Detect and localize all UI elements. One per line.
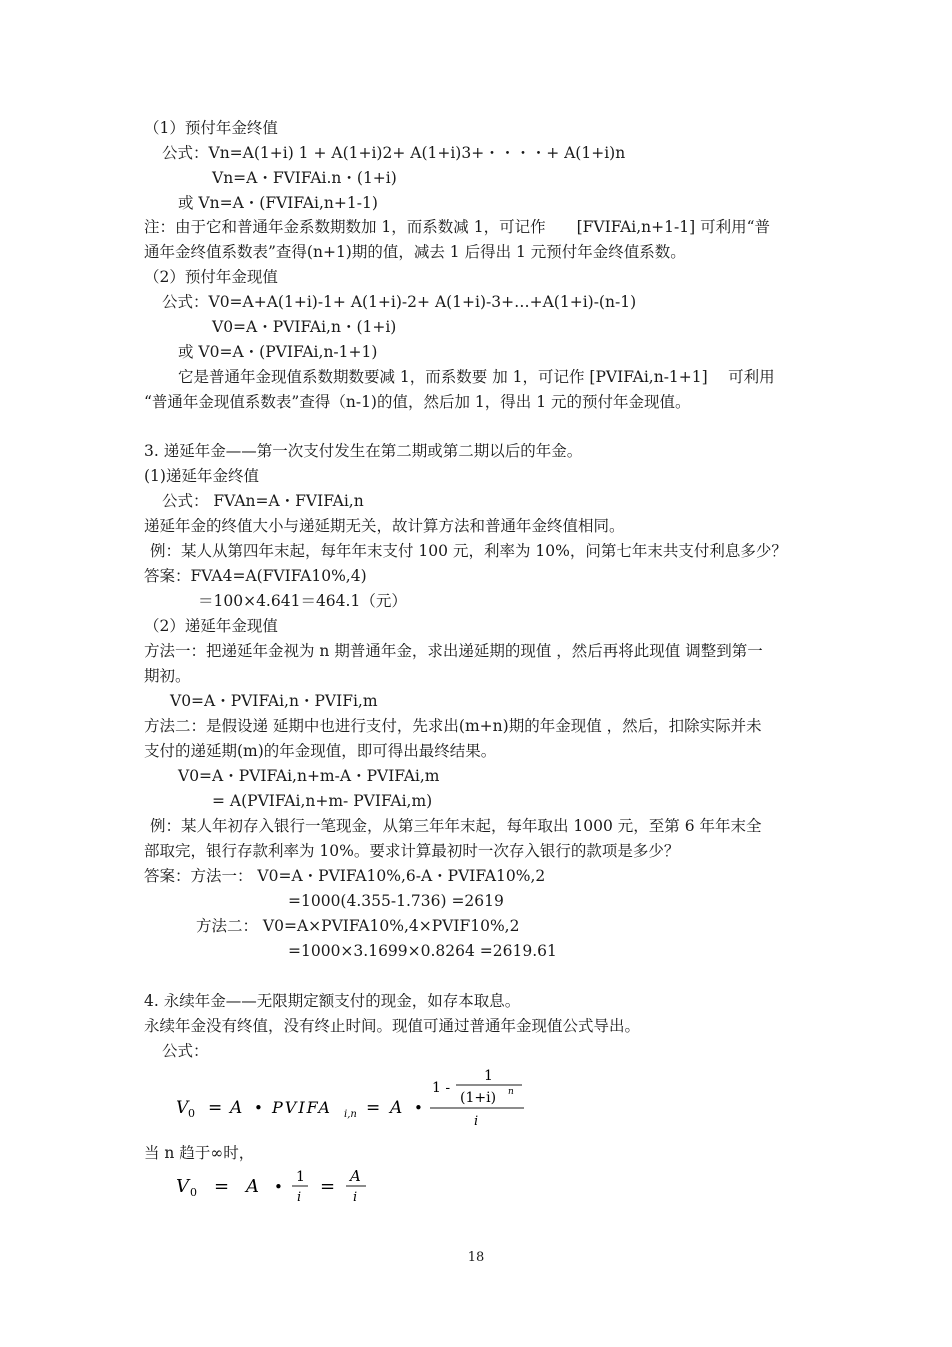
formula-symbol: A [230, 1098, 243, 1118]
answer-line: 方法二： V0=A×PVIFA10%,4×PVIF10%,2 [196, 917, 520, 935]
answer-line: 答案：FVA4=A(FVIFA10%,4) [144, 567, 367, 585]
example-line: 例：某人年初存入银行一笔现金，从第三年年末起，每年取出 1000 元，至第 6 年年末全 [150, 817, 762, 835]
formula-line: V0=A・PVIFAi,n+m-A・PVIFAi,m [178, 767, 440, 785]
formula-line: 公式：Vn=A(1+i) 1 + A(1+i)2+ A(1+i)3+・・・・+ A(1+i)n [162, 144, 626, 162]
answer-line: =1000×3.1699×0.8264 =2619.61 [288, 942, 557, 960]
formula-symbol: • [274, 1178, 283, 1196]
formula-line: 或 V0=A・(PVIFAi,n-1+1) [178, 343, 378, 361]
formula-symbol: (1+i) [460, 1090, 497, 1106]
paragraph-line: 当 n 趋于∞时， [144, 1144, 255, 1162]
formula-line: Vn=A・FVIFAi.n・(1+i) [212, 169, 397, 187]
formula-symbol: = [214, 1176, 230, 1197]
formula-symbol: • [414, 1099, 423, 1117]
formula-subscript: 0 [190, 1186, 197, 1199]
formula-symbol: A [390, 1098, 403, 1118]
formula-symbol: V [176, 1098, 189, 1118]
note-line: 注：由于它和普通年金系数期数加 1，而系数减 1，可记作 [FVIFAi,n+1-1] 可利用“普 [144, 218, 771, 236]
heading-prepaid-annuity-fv: （1）预付年金终值 [144, 119, 278, 137]
formula-symbol: A [350, 1167, 361, 1185]
formula-superscript: n [508, 1087, 514, 1097]
formula-subscript: 0 [188, 1107, 195, 1120]
formula-line: V0=A・PVIFAi,n・(1+i) [212, 318, 397, 336]
section-heading-perpetuity: 4. 永续年金——无限期定额支付的现金，如存本取息。 [144, 992, 521, 1010]
answer-line: 答案：方法一： V0=A・PVIFA10%,6-A・PVIFA10%,2 [144, 867, 546, 885]
note-line: 通年金终值系数表”查得(n+1)期的值，减去 1 后得出 1 元预付年金终值系数。 [144, 243, 686, 261]
formula-symbol: 1 [484, 1068, 493, 1084]
formula-symbol: = [320, 1176, 336, 1197]
answer-line: =1000(4.355-1.736) =2619 [288, 892, 504, 910]
formula-symbol: PVIFA [272, 1098, 332, 1117]
formula-symbol: 1 - [432, 1080, 451, 1096]
paragraph-line: “普通年金现值系数表”查得（n-1)的值，然后加 1，得出 1 元的预付年金现值。 [144, 393, 691, 411]
formula-line: = A(PVIFAi,n+m- PVIFAi,m) [212, 792, 433, 810]
paragraph-line: 支付的递延期(m)的年金现值，即可得出最终结果。 [144, 742, 497, 760]
formula-symbol: = [366, 1098, 381, 1118]
formula-symbol: 1 [296, 1169, 305, 1185]
example-line: 例：某人从第四年末起，每年年末支付 100 元，利率为 10%，问第七年末共支付利息多少？ [150, 542, 787, 560]
perpetuity-pv-formula [170, 1165, 400, 1211]
formula-line: 公式： FVAn=A・FVIFAi,n [162, 492, 364, 510]
paragraph-line: 期初。 [144, 667, 191, 685]
formula-label: 公式： [162, 1042, 209, 1060]
paragraph-line: 方法二：是假设递 延期中也进行支付，先求出(m+n)期的年金现值 ，然后，扣除实际并未 [144, 717, 762, 735]
paragraph-line: 它是普通年金现值系数期数要减 1，而系数要 加 1，可记作 [PVIFAi,n-1+1] 可利用 [178, 368, 775, 386]
formula-symbol: i [297, 1190, 302, 1205]
formula-symbol: • [254, 1099, 263, 1117]
formula-symbol: V [176, 1176, 189, 1197]
paragraph-line: 永续年金没有终值，没有终止时间。现值可通过普通年金现值公式导出。 [144, 1017, 641, 1035]
formula-line: V0=A・PVIFAi,n・PVIFi,m [170, 692, 378, 710]
page-number: 18 [467, 1250, 485, 1265]
formula-subscript: i,n [344, 1109, 357, 1120]
heading-prepaid-annuity-pv: （2）预付年金现值 [144, 268, 278, 286]
subheading: （2）递延年金现值 [144, 617, 278, 635]
paragraph-line: 递延年金的终值大小与递延期无关，故计算方法和普通年金终值相同。 [144, 517, 625, 535]
formula-symbol: i [474, 1114, 479, 1129]
formula-line: 公式：V0=A+A(1+i)-1+ A(1+i)-2+ A(1+i)-3+…+A(1+i)-(n-1) [162, 293, 637, 311]
pv-annuity-formula [170, 1065, 530, 1133]
subheading: (1)递延年金终值 [144, 467, 259, 485]
section-heading-deferred-annuity: 3. 递延年金——第一次支付发生在第二期或第二期以后的年金。 [144, 442, 583, 460]
formula-symbol: i [353, 1190, 358, 1205]
formula-line: 或 Vn=A・(FVIFAi,n+1-1) [178, 194, 378, 212]
formula-symbol: = [208, 1098, 223, 1118]
answer-line: ＝100×4.641＝464.1（元） [198, 592, 407, 610]
formula-symbol: A [246, 1176, 259, 1197]
example-line: 部取完，银行存款利率为 10%。要求计算最初时一次存入银行的款项是多少？ [144, 842, 680, 860]
paragraph-line: 方法一：把递延年金视为 n 期普通年金，求出递延期的现值 ，然后再将此现值 调整到第一 [144, 642, 763, 660]
